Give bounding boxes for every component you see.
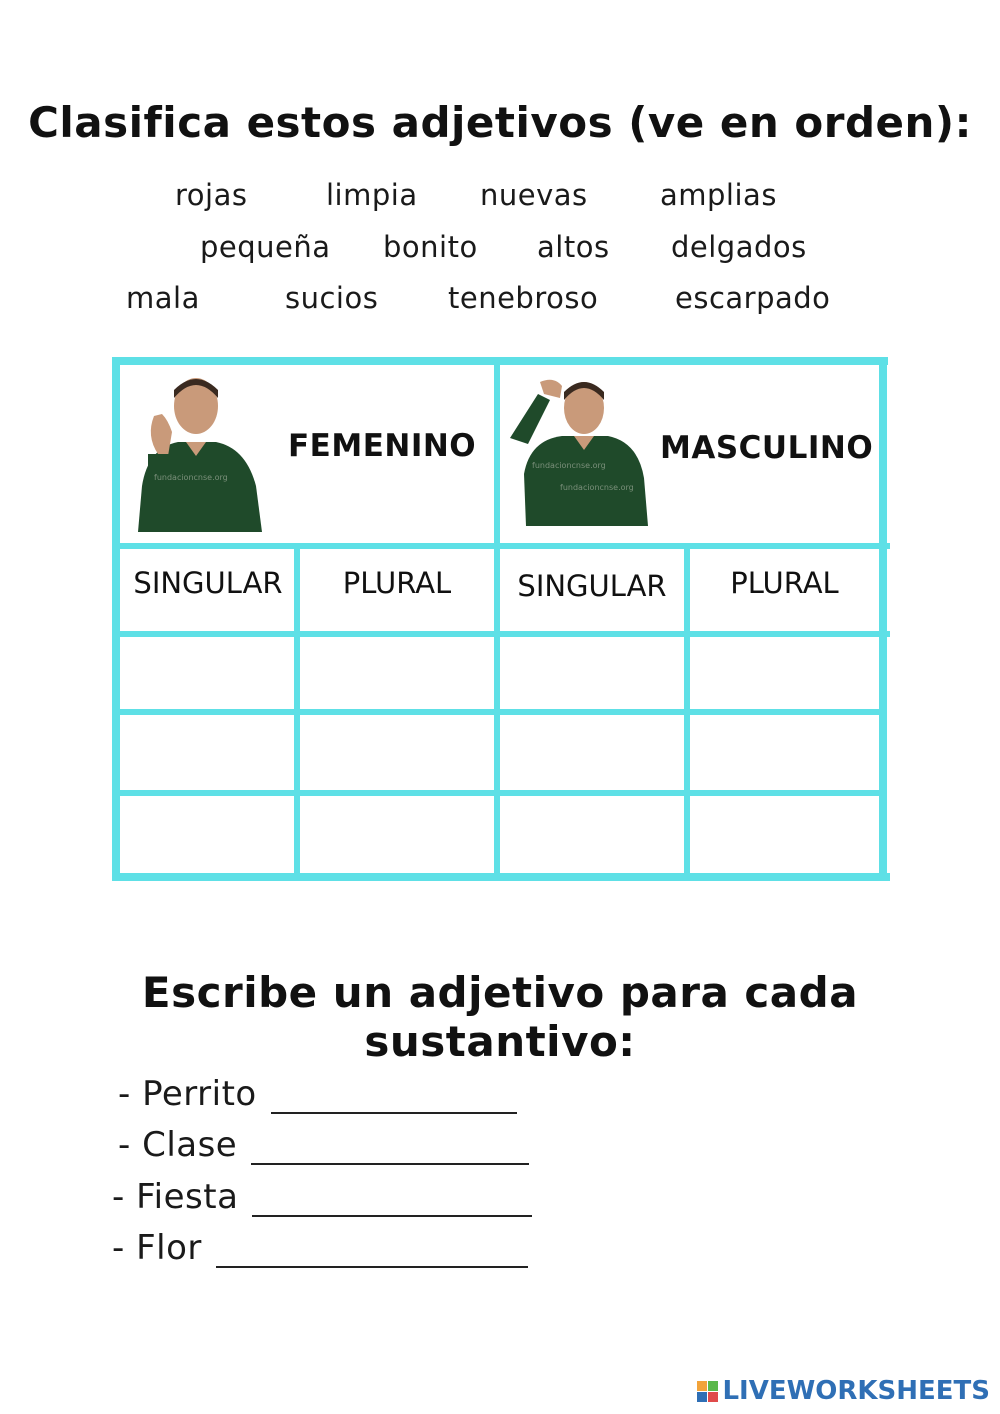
table-border — [112, 357, 120, 881]
answer-cell[interactable] — [120, 796, 294, 873]
header-masculino: MASCULINO — [660, 430, 874, 466]
word-item: nuevas — [480, 178, 588, 212]
answer-cell[interactable] — [300, 796, 494, 873]
word-item: escarpado — [675, 281, 831, 315]
noun-item — [112, 1177, 532, 1217]
noun-item — [118, 1074, 517, 1114]
noun-label: - Flor — [112, 1228, 202, 1268]
table-border — [112, 873, 890, 881]
word-item: delgados — [671, 230, 807, 264]
answer-blank[interactable] — [251, 1133, 529, 1165]
answer-cell[interactable] — [120, 637, 294, 709]
header-femenino: FEMENINO — [288, 428, 477, 464]
table-border — [112, 357, 888, 365]
word-item: sucios — [285, 281, 379, 315]
table-border — [879, 357, 887, 881]
answer-cell[interactable] — [300, 637, 494, 709]
sign-femenino-image — [138, 376, 266, 532]
noun-label: - Clase — [118, 1125, 238, 1165]
answer-cell[interactable] — [690, 715, 879, 790]
answer-cell[interactable] — [500, 637, 684, 709]
word-item: tenebroso — [448, 281, 599, 315]
answer-cell[interactable] — [500, 715, 684, 790]
answer-blank[interactable] — [252, 1185, 532, 1217]
answer-blank[interactable] — [271, 1082, 517, 1114]
subheader-fem-singular: SINGULAR — [133, 566, 283, 600]
brand-name: LIVEWORKSHEETS — [722, 1376, 990, 1406]
section2-title: Escribe un adjetivo para cada sustantivo: — [141, 968, 859, 1066]
noun-label: - Fiesta — [112, 1177, 239, 1217]
table-border — [116, 543, 890, 549]
noun-label: - Perrito — [118, 1074, 257, 1114]
image-watermark: fundacioncnse.org — [560, 483, 634, 492]
answer-cell[interactable] — [500, 796, 684, 873]
liveworksheets-logo — [697, 1376, 990, 1406]
answer-cell[interactable] — [690, 637, 879, 709]
answer-blank[interactable] — [216, 1236, 528, 1268]
answer-cell[interactable] — [690, 796, 879, 873]
word-item: amplias — [660, 178, 777, 212]
word-item: altos — [537, 230, 610, 264]
section1-title: Clasifica estos adjetivos (ve en orden): — [28, 98, 972, 147]
noun-item — [118, 1125, 529, 1165]
word-item: rojas — [175, 178, 248, 212]
liveworksheets-icon — [697, 1381, 718, 1402]
subheader-masc-plural: PLURAL — [730, 566, 839, 600]
sign-masculino-image — [504, 378, 650, 526]
answer-cell[interactable] — [300, 715, 494, 790]
noun-item — [112, 1228, 528, 1268]
image-watermark: fundacioncnse.org — [154, 473, 228, 482]
image-watermark: fundacioncnse.org — [532, 461, 606, 470]
word-item: limpia — [326, 178, 418, 212]
subheader-fem-plural: PLURAL — [342, 566, 452, 600]
word-item: mala — [126, 281, 200, 315]
word-item: bonito — [383, 230, 478, 264]
subheader-masc-singular: SINGULAR — [517, 569, 667, 603]
answer-cell[interactable] — [120, 715, 294, 790]
word-item: pequeña — [200, 230, 331, 264]
